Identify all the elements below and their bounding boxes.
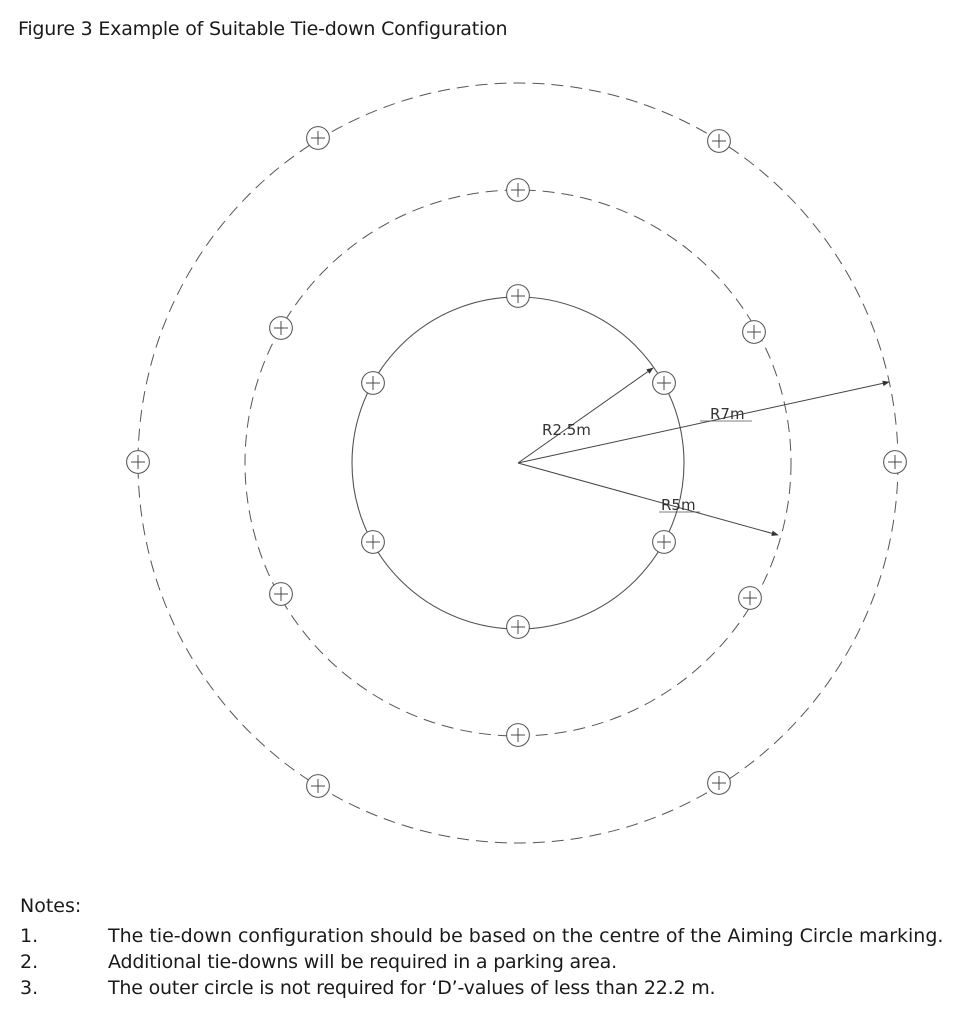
note-number: 3. [20, 977, 39, 999]
tie-down-inner-sw-icon [362, 531, 385, 554]
note-item [20, 975, 968, 1001]
radius-label-r2-5: R2.5m [542, 421, 591, 439]
note-text: Additional tie-downs will be required in a parking area. [108, 951, 617, 973]
tie-down-middle-se-icon [739, 587, 762, 610]
tie-down-middle-n-icon [507, 179, 530, 202]
tie-down-inner-s-icon [507, 616, 530, 639]
tie-down-outer-e-icon [884, 451, 907, 474]
note-number: 2. [20, 951, 39, 973]
radius-label-r5: R5m [661, 496, 696, 514]
tie-down-outer-se-icon [708, 772, 731, 795]
notes-section [20, 893, 968, 1001]
figure-title: Figure 3 Example of Suitable Tie-down Configuration [18, 18, 508, 40]
radius-label-r7: R7m [710, 405, 745, 423]
tie-down-outer-w-icon [127, 451, 150, 474]
tie-down-middle-s-icon [507, 724, 530, 747]
tie-down-outer-sw-icon [307, 775, 330, 798]
note-item [20, 923, 968, 949]
tie-down-outer-ne-icon [708, 130, 731, 153]
note-text: The tie-down configuration should be based on the centre of the Aiming Circle marking. [108, 925, 944, 947]
tie-down-outer-nw-icon [307, 127, 330, 150]
note-number: 1. [20, 925, 39, 947]
tie-down-inner-ne-icon [653, 372, 676, 395]
tie-down-inner-nw-icon [362, 372, 385, 395]
tie-down-inner-n-icon [507, 285, 530, 308]
tie-down-middle-nw-icon [270, 317, 293, 340]
tie-down-middle-ne-icon [743, 321, 766, 344]
tie-down-inner-se-icon [653, 531, 676, 554]
radius-arrow-r5 [518, 463, 778, 535]
notes-heading: Notes: [20, 895, 82, 917]
note-text: The outer circle is not required for ‘D’-values of less than 22.2 m. [108, 977, 716, 999]
tie-down-middle-sw-icon [270, 583, 293, 606]
note-item [20, 949, 968, 975]
